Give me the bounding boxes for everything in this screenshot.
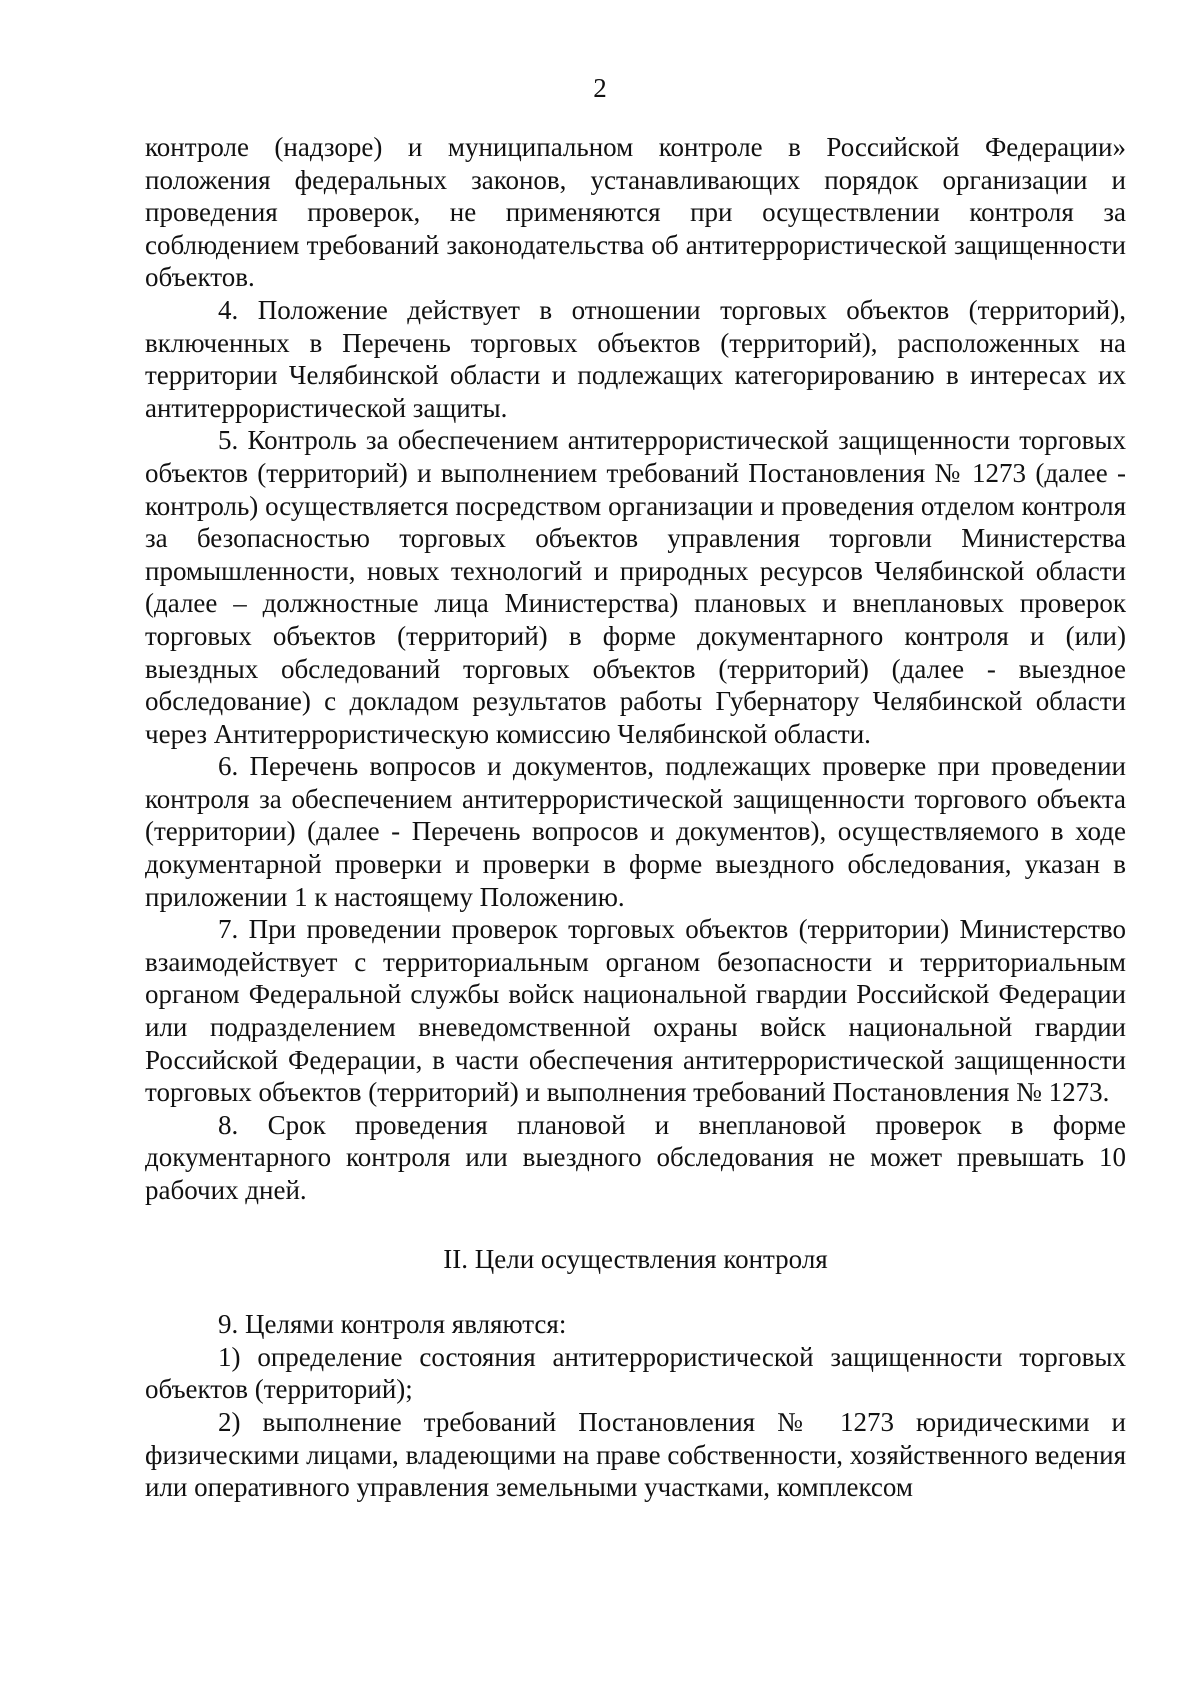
- paragraph-continuation: контроле (надзоре) и муниципальном контроле в Российской Федерации» положения федеральных законов, устанавливающих порядок организации и проведения проверок, не применяются при осуществлении контроля за соблюдением требований законодательства об антитеррористической защищенности объектов.: [145, 132, 1126, 293]
- paragraph-item-7: 7. При проведении проверок торговых объектов (территории) Министерство взаимодействует с территориальным органом безопасности и территориальным органом Федеральной службы войск национальной гвардии Российской Федерации или подразделением вневедомственной охраны войск национальной гвардии Российской Федерации, в части обеспечения антитеррористической защищенности торговых объектов (территорий) и выполнения требований Постановления № 1273.: [145, 914, 1126, 1108]
- page-number: 2: [593, 73, 607, 103]
- paragraph-item-6: 6. Перечень вопросов и документов, подлежащих проверке при проведении контроля за обеспечением антитеррористической защищенности торгового объекта (территории) (далее - Перечень вопросов и документов), осуществляемого в ходе документарной проверки и проверки в форме выездного обследования, указан в приложении 1 к настоящему Положению.: [145, 751, 1126, 912]
- paragraph-item-5: 5. Контроль за обеспечением антитеррористической защищенности торговых объектов (территорий) и выполнением требований Постановления № 1273 (далее - контроль) осуществляется посредством организации и проведения отделом контроля за безопасностью торговых объектов управления торговли Министерства промышленности, новых технологий и природных ресурсов Челябинской области (далее – должностные лица Министерства) плановых и внеплановых проверок торговых объектов (территорий) в форме документарного контроля и (или) выездных обследований торговых объектов (территорий) (далее - выездное обследование) с докладом результатов работы Губернатору Челябинской области через Антитеррористическую комиссию Челябинской области.: [145, 425, 1126, 749]
- paragraphs-before-heading: [145, 131, 1126, 1207]
- section-heading: II. Цели осуществления контроля: [443, 1243, 828, 1274]
- paragraph-subitem-2: 2) выполнение требований Постановления № 1273 юридическими и физическими лицами, владеющими на праве собственности, хозяйственного ведения или оперативного управления земельными участками, комплексом: [145, 1406, 1126, 1503]
- paragraph-item-8: 8. Срок проведения плановой и внеплановой проверок в форме документарного контроля или выездного обследования не может превышать 10 рабочих дней.: [145, 1109, 1126, 1205]
- paragraphs-after-heading: [145, 1308, 1126, 1504]
- paragraph-item-9: 9. Целями контроля являются:: [218, 1309, 567, 1340]
- paragraph-subitem-1: 1) определение состояния антитеррористической защищенности торговых объектов (территорий);: [145, 1341, 1126, 1405]
- document-body: [145, 131, 1126, 1504]
- paragraph-item-4: 4. Положение действует в отношении торговых объектов (территорий), включенных в Перечень торговых объектов (территорий), расположенных на территории Челябинской области и подлежащих категорированию в интересах их антитеррористической защиты.: [145, 294, 1126, 423]
